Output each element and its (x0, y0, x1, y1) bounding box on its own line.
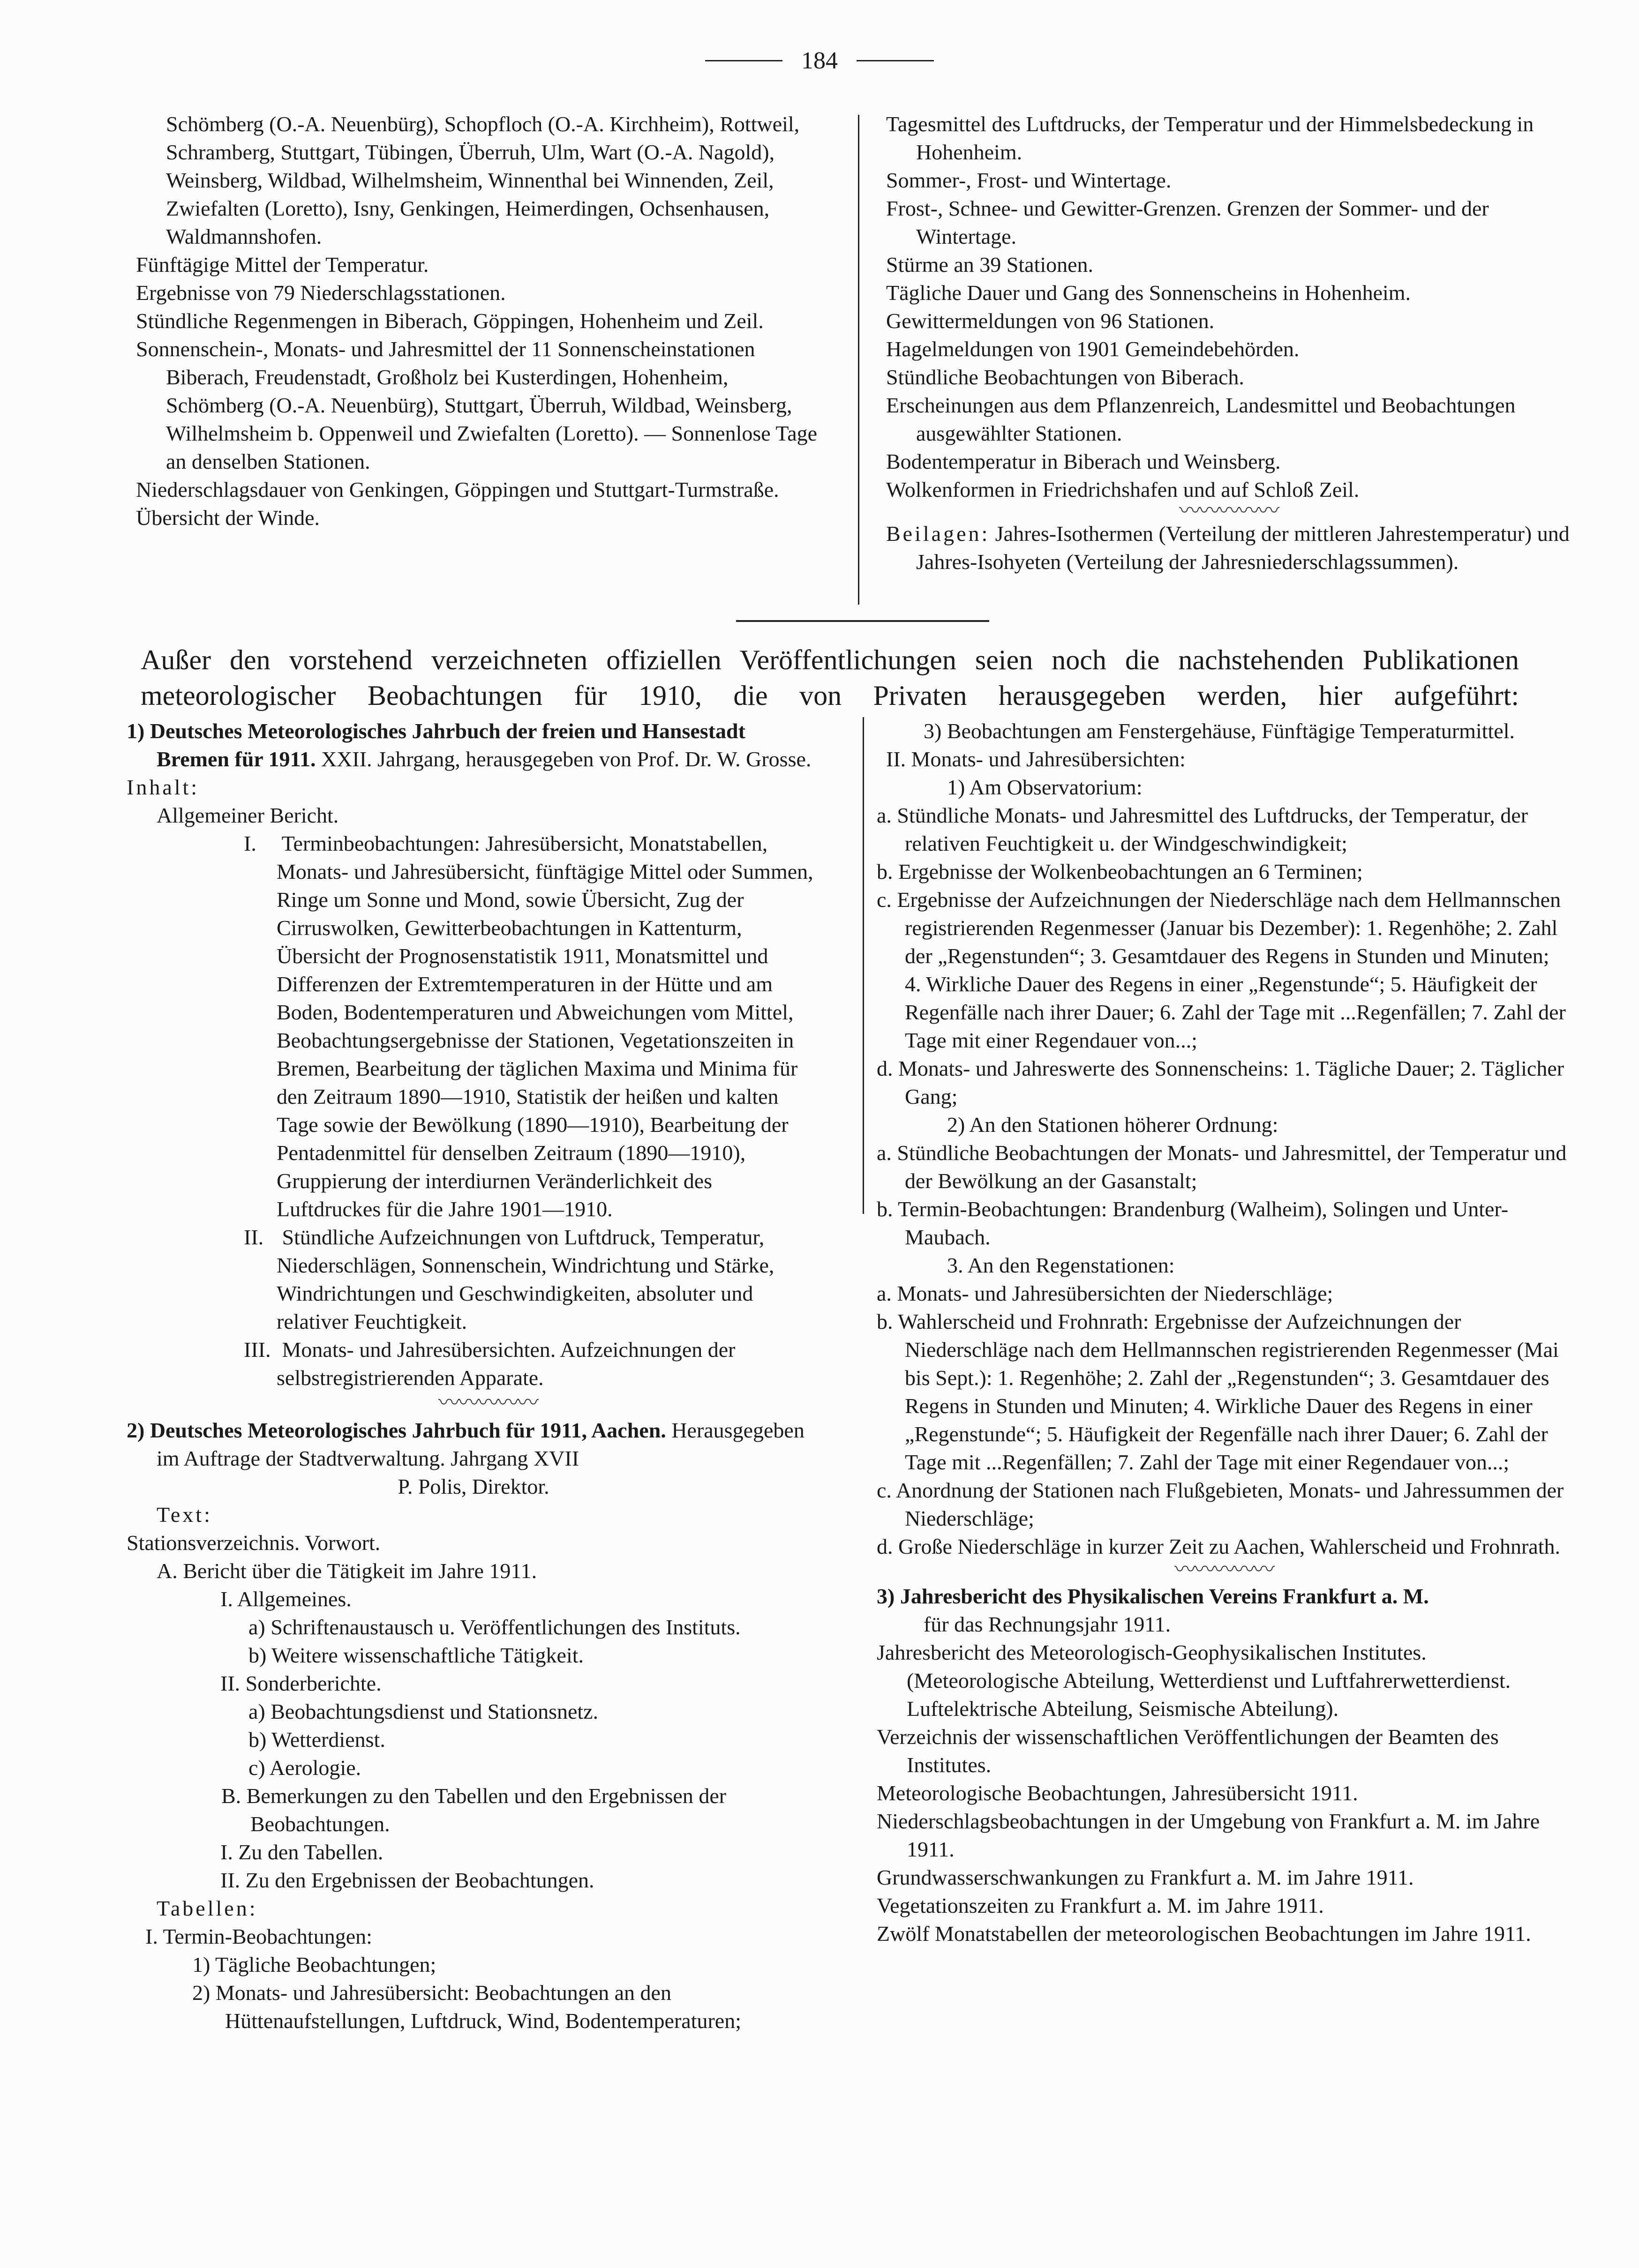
section-a-I-b: b) Weitere wissenschaftliche Tätigkeit. (248, 1643, 584, 1667)
top-right-entry: Wolkenformen in Friedrichshafen und auf Schloß Zeil. (886, 478, 1360, 502)
page-number: 184 (801, 47, 838, 74)
lower-left-column (127, 717, 820, 2035)
top-right-entry: Gewittermeldungen von 96 Stationen. (886, 309, 1215, 333)
section-a-II: II. Sonderberichte. (220, 1671, 382, 1695)
pub3-item: Jahresbericht des Meteorologisch-Geophysikalischen Institutes. (Meteorologische Abteilung, Wetterdienst und Luftfahrerwetterdienst. Luftelektrische Abteilung, Seismische Abteilung). (877, 1640, 1511, 1721)
top-left-column (136, 110, 830, 532)
roman-item (169, 830, 820, 1223)
top-right-column (886, 110, 1571, 576)
ornament-divider: 〰〰〰〰〰 (438, 1396, 537, 1412)
top-left-entry: Ergebnisse von 79 Niederschlagsstationen. (136, 281, 506, 305)
roman-numeral: I. (244, 831, 256, 855)
observatory-list (877, 801, 1571, 1111)
pub3-item: Verzeichnis der wissenschaftlichen Veröffentlichungen der Beamten des Institutes. (877, 1725, 1499, 1777)
top-right-entry: Tagesmittel des Luftdrucks, der Temperatur und der Himmelsbedeckung in Hohenheim. (886, 112, 1534, 164)
lettered-item: d. Monats- und Jahreswerte des Sonnenscheins: 1. Tägliche Dauer; 2. Täglicher Gang; (877, 1056, 1564, 1108)
pub3-item: Zwölf Monatstabellen der meteorologischen Beobachtungen im Jahre 1911. (877, 1922, 1531, 1946)
section-b-I: I. Zu den Tabellen. (220, 1840, 383, 1864)
roman-numeral: III. (244, 1338, 271, 1362)
beilagen-label: Beilagen: (886, 522, 990, 546)
lower-column-divider (863, 717, 864, 1214)
section-b-title: B. Bemerkungen zu den Tabellen und den Ergebnissen der Beobachtungen. (221, 1784, 727, 1836)
higher-order-heading: 2) An den Stationen höherer Ordnung: (947, 1113, 1278, 1137)
intro-line-2: meteorologischer Beobachtungen für 1910, die von Privaten herausgegeben werden, hier aufgeführt: (141, 680, 1519, 711)
top-column-divider (858, 115, 859, 605)
lettered-item: b. Wahlerscheid und Frohnrath: Ergebnisse der Aufzeichnungen der Niederschläge nach dem Hellmannschen registrierenden Regenmesser (Mai bis Sept.): 1. Regenhöhe; 2. Zahl der „Regenstunden“; 3. Gesamtdauer des Regens in Stunden und Minuten; 4. Wirkliche Dauer des Regens in einer „Regenstunde“; 5. Häufigkeit der Regenfälle nach ihrer Dauer; 6. Zahl der Tage mit ...Regenfällen; 7. Zahl der Tage mit einer Regendauer von...; (877, 1310, 1559, 1474)
pub2-publisher: Herausgegeben im Auftrage der Stadtverwaltung. Jahrgang XVII (157, 1418, 804, 1470)
higher-order-list (877, 1139, 1571, 1251)
top-left-list (136, 110, 830, 532)
section-a-I: I. Allgemeines. (220, 1587, 352, 1611)
top-left-entry: Fünftägige Mittel der Temperatur. (136, 253, 429, 277)
section-a-II-b: b) Wetterdienst. (248, 1728, 385, 1752)
roman-item-text: Stündliche Aufzeichnungen von Luftdruck, Temperatur, Niederschlägen, Sonnenschein, Windrichtung und Stärke, Windrichtungen und Geschwindigkeiten, absoluter und relativer Feuchtigkeit. (277, 1225, 774, 1333)
ornament-divider: 〰〰〰〰〰 (1179, 504, 1278, 520)
lettered-item: d. Große Niederschläge in kurzer Zeit zu Aachen, Wahlerscheid und Frohnrath. (877, 1534, 1560, 1558)
lower-right-column (877, 717, 1571, 1948)
beilagen-entry (886, 520, 1571, 576)
pub1-edition: XXII. Jahrgang, herausgegeben von Prof. Dr. W. Grosse. (321, 747, 812, 771)
section-a-II-a: a) Beobachtungsdienst und Stationsnetz. (248, 1699, 599, 1723)
top-right-entry: Stürme an 39 Stationen. (886, 253, 1094, 277)
lettered-item: a. Monats- und Jahresübersichten der Niederschläge; (877, 1281, 1333, 1305)
lettered-item: c. Anordnung der Stationen nach Flußgebieten, Monats- und Jahressummen der Niederschläge; (877, 1478, 1564, 1530)
pub1-title: 1) Deutsches Meteorologisches Jahrbuch der freien und Hansestadt Bremen für 1911. (127, 719, 745, 771)
section-a-title: A. Bericht über die Tätigkeit im Jahre 1911. (157, 1559, 537, 1583)
roman-item-text: Monats- und Jahresübersichten. Aufzeichnungen der selbstregistrierenden Apparate. (277, 1338, 736, 1390)
pub2-director: P. Polis, Direktor. (398, 1475, 549, 1498)
allgemeiner-bericht: Allgemeiner Bericht. (157, 803, 339, 827)
rain-stations-list (877, 1280, 1571, 1561)
pub3-item: Grundwasserschwankungen zu Frankfurt a. M. im Jahre 1911. (877, 1865, 1414, 1889)
intro-paragraph (141, 642, 1519, 713)
roman-item-text: Terminbeobachtungen: Jahresübersicht, Monatstabellen, Monats- und Jahresübersicht, fünftägige Mittel oder Summen, Ringe um Sonne und Mond, sowie Übersicht, Zug der Cirruswolken, Gewitterbeobachtungen in Kattenturm, Übersicht der Prognosenstatistik 1911, Monatsmittel und Differenzen der Extremtemperaturen in der Hütte und am Boden, Bodentemperaturen und Abweichungen vom Mittel, Beobachtungsergebnisse der Stationen, Vegetationszeiten in Bremen, Bearbeitung der täglichen Maxima und Minima für den Zeitraum 1890—1910, Statistik der heißen und kalten Tage sowie der Bewölkung (1890—1910), Bearbeitung der Pentadenmittel für denselben Zeitraum (1890—1910), Gruppierung der interdiurnen Veränderlichkeit des Luftdruckes für die Jahre 1901—1910. (277, 831, 813, 1221)
pub3-item: Vegetationszeiten zu Frankfurt a. M. im Jahre 1911. (877, 1894, 1324, 1917)
pub2-title: 2) Deutsches Meteorologisches Jahrbuch für 1911, Aachen. (127, 1418, 666, 1442)
section-a-I-a: a) Schriftenaustausch u. Veröffentlichungen des Instituts. (248, 1615, 741, 1639)
lettered-item: b. Ergebnisse der Wolkenbeobachtungen an 6 Terminen; (877, 860, 1363, 883)
section-separator (736, 620, 989, 622)
tables-I-1: 1) Tägliche Beobachtungen; (192, 1953, 436, 1976)
top-right-entry: Frost-, Schnee- und Gewitter-Grenzen. Grenzen der Sommer- und der Wintertage. (886, 196, 1489, 248)
top-left-entry: Stündliche Regenmengen in Biberach, Göppingen, Hohenheim und Zeil. (136, 309, 764, 333)
top-left-entry: Niederschlagsdauer von Genkingen, Göppingen und Stuttgart-Turmstraße. (136, 478, 779, 502)
pub3-list (877, 1639, 1571, 1948)
lettered-item: a. Stündliche Monats- und Jahresmittel des Luftdrucks, der Temperatur, der relativen Feuchtigkeit u. der Windgeschwindigkeit; (877, 803, 1528, 855)
tables-I-2: 2) Monats- und Jahresübersicht: Beobachtungen an den Hüttenaufstellungen, Luftdruck, Wind, Bodentemperaturen; (192, 1981, 741, 2033)
top-left-entry: Übersicht der Winde. (136, 506, 320, 530)
lettered-item: b. Termin-Beobachtungen: Brandenburg (Walheim), Solingen und Unter-Maubach. (877, 1197, 1509, 1249)
pub1-heading (127, 717, 820, 773)
pub2-heading (127, 1416, 820, 1473)
beilagen-text: Jahres-Isothermen (Verteilung der mittleren Jahrestemperatur) und Jahres-Isohyeten (Verteilung der Jahresniederschlagssummen). (916, 522, 1570, 574)
top-right-entry: Bodentemperatur in Biberach und Weinsberg. (886, 449, 1281, 473)
top-right-list (886, 110, 1571, 504)
top-left-entry: Sonnenschein-, Monats- und Jahresmittel der 11 Sonnenscheinstationen Biberach, Freudenstadt, Großholz bei Kusterdingen, Hohenheim, Schömberg (O.-A. Neuenbürg), Stuttgart, Überruh, Wildbad, Weinsberg, Wilhelmsheim b. Oppenweil und Zwiefalten (Loretto). — Sonnenlose Tage an denselben Stationen. (136, 337, 818, 473)
section-a-II-c: c) Aerologie. (248, 1756, 361, 1780)
stationsverzeichnis: Stationsverzeichnis. Vorwort. (127, 1531, 381, 1555)
header-rule-right (857, 60, 934, 61)
pub3-item: Meteorologische Beobachtungen, Jahresübersicht 1911. (877, 1781, 1358, 1805)
observatory-heading: 1) Am Observatorium: (947, 775, 1143, 799)
header-rule-left (705, 60, 782, 61)
tables-II: II. Monats- und Jahresübersichten: (886, 747, 1186, 771)
pub3-subtitle: für das Rechnungsjahr 1911. (924, 1612, 1171, 1636)
roman-numeral: II. (244, 1225, 264, 1249)
intro-line-1: Außer den vorstehend verzeichneten offiziellen Veröffentlichungen seien noch die nachstehenden Publikationen (141, 644, 1519, 675)
pub3-title: 3) Jahresbericht des Physikalischen Vereins Frankfurt a. M. (877, 1584, 1429, 1608)
text-label: Text: (157, 1503, 212, 1527)
rain-stations-heading: 3. An den Regenstationen: (947, 1253, 1175, 1277)
top-right-entry: Stündliche Beobachtungen von Biberach. (886, 365, 1244, 389)
tables-I: I. Termin-Beobachtungen: (145, 1924, 372, 1948)
inhalt-label: Inhalt: (127, 775, 200, 799)
tables-I-3: 3) Beobachtungen am Fenstergehäuse, Fünftägige Temperaturmittel. (924, 719, 1515, 743)
tabellen-label: Tabellen: (157, 1896, 258, 1920)
pub1-contents-list (127, 830, 820, 1392)
top-right-entry: Erscheinungen aus dem Pflanzenreich, Landesmittel und Beobachtungen ausgewählter Stationen. (886, 393, 1516, 445)
top-left-entry: Schömberg (O.-A. Neuenbürg), Schopfloch (O.-A. Kirchheim), Rottweil, Schramberg, Stuttgart, Tübingen, Überruh, Ulm, Wart (O.-A. Nagold), Weinsberg, Wildbad, Wilhelmsheim, Winnenthal bei Winnenden, Zeil, Zwiefalten (Loretto), Isny, Genkingen, Heimerdingen, Ochsenhausen, Waldmannshofen. (166, 112, 800, 248)
top-right-entry: Hagelmeldungen von 1901 Gemeindebehörden. (886, 337, 1300, 361)
lettered-item: a. Stündliche Beobachtungen der Monats- und Jahresmittel, der Temperatur und der Bewölkung an der Gasanstalt; (877, 1141, 1567, 1193)
pub3-item: Niederschlagsbeobachtungen in der Umgebung von Frankfurt a. M. im Jahre 1911. (877, 1809, 1540, 1861)
top-right-entry: Sommer-, Frost- und Wintertage. (886, 168, 1172, 192)
section-b-II: II. Zu den Ergebnissen der Beobachtungen. (220, 1868, 594, 1892)
ornament-divider: 〰〰〰〰〰 (1174, 1563, 1273, 1579)
roman-item (169, 1336, 820, 1392)
top-right-entry: Tägliche Dauer und Gang des Sonnenscheins in Hohenheim. (886, 281, 1411, 305)
roman-item (169, 1223, 820, 1336)
page-number-header (0, 47, 1639, 75)
lettered-item: c. Ergebnisse der Aufzeichnungen der Niederschläge nach dem Hellmannschen registrierenden Regenmesser (Januar bis Dezember): 1. Regenhöhe; 2. Zahl der „Regenstunden“; 3. Gesamtdauer des Regens in Stunden und Minuten; 4. Wirkliche Dauer des Regens in einer „Regenstunde“; 5. Häufigkeit der Regenfälle nach ihrer Dauer; 6. Zahl der Tage mit ...Regenfällen; 7. Zahl der Tage mit einer Regendauer von...; (877, 888, 1566, 1052)
